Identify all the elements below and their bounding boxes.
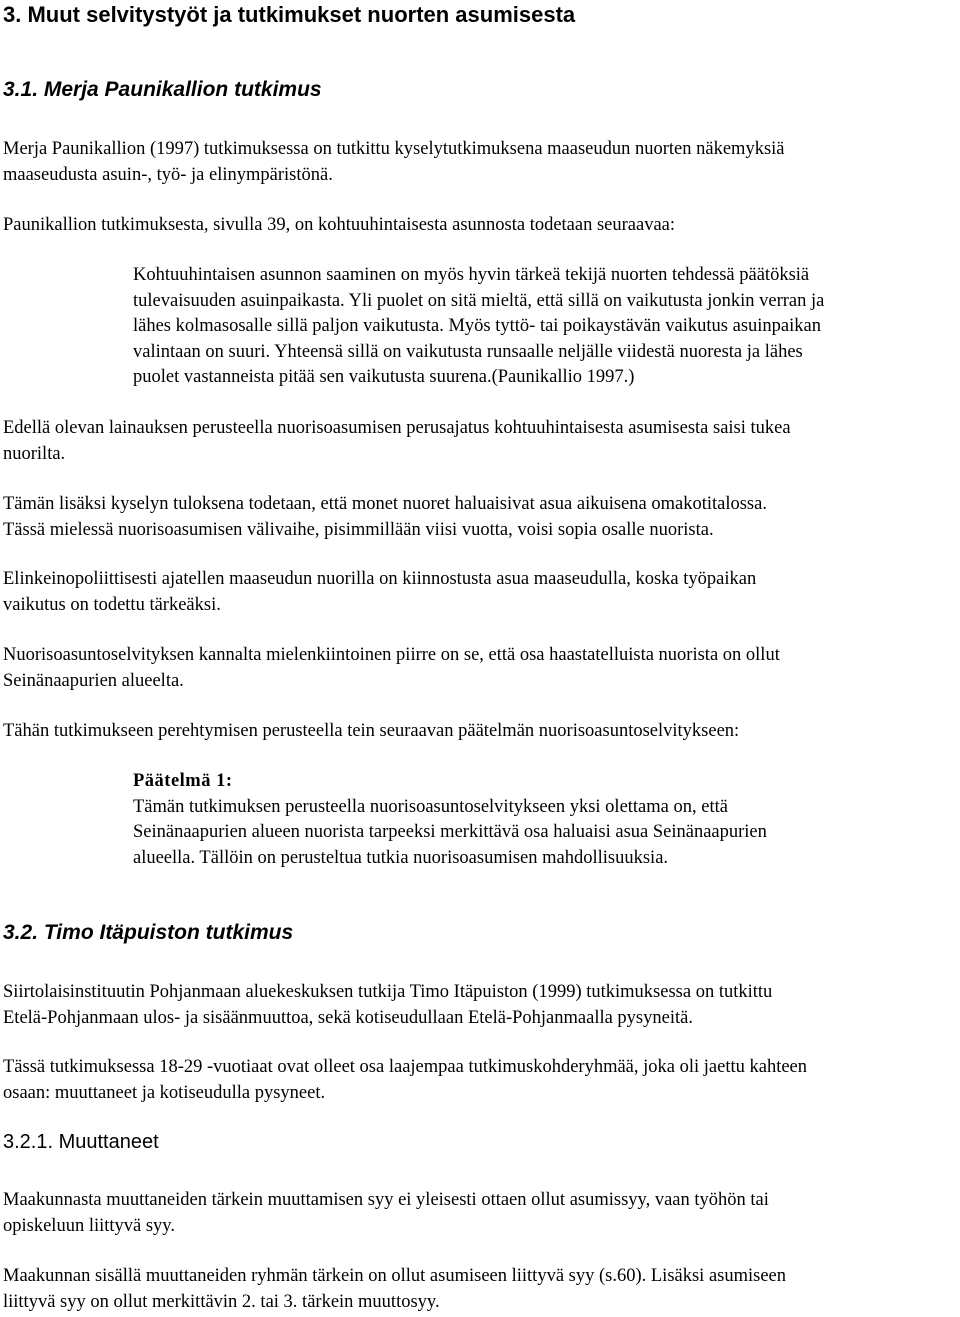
text-line: Elinkeinopoliittisesti ajatellen maaseudun nuorilla on kiinnostusta asua maaseudulla, koska työpaikan <box>3 569 757 589</box>
text-line: Etelä-Pohjanmaan ulos- ja sisäänmuuttoa, sekä kotiseudullaan Etelä-Pohjanmaalla pysyneitä. <box>3 1007 693 1028</box>
text-line: Edellä olevan lainauksen perusteella nuorisoasumisen perusajatus kohtuuhintaisesta asumisesta saisi tukea <box>3 418 791 438</box>
text-line: Maakunnan sisällä muuttaneiden ryhmän tärkein on ollut asumiseen liittyvä syy (s.60). Lisäksi asumiseen <box>3 1266 787 1286</box>
text-line: nuorilta. <box>3 443 66 464</box>
text-line: Tähän tutkimukseen perehtymisen perusteella tein seuraavan päätelmän nuorisoasuntoselvitykseen: <box>3 721 740 741</box>
subsection-heading-3-2-1: 3.2.1. Muuttaneet <box>3 1131 159 1153</box>
quote-line: lähes kolmasosalle sillä paljon vaikutusta. Myös tyttö- tai poikaystävän vaikutus asuinpaikan <box>133 316 821 336</box>
text-line: Nuorisoasuntoselvityksen kannalta mielenkiintoinen piirre on se, että osa haastatelluista nuorista on ollut <box>3 645 780 665</box>
text-line: Tämän lisäksi kyselyn tuloksena todetaan, että monet nuoret haluaisivat asua aikuisena omakotitalossa. <box>3 494 767 514</box>
paragraph-conclusion-intro <box>3 719 739 745</box>
text-line: Tässä tutkimuksessa 18-29 -vuotiaat ovat olleet osa laajempaa tutkimuskohderyhmää, joka oli jaettu kahteen <box>3 1057 808 1077</box>
quote-line: tulevaisuuden asuinpaikasta. Yli puolet on sitä mieltä, että sillä on vaikutusta jonkin verran ja <box>133 290 825 311</box>
block-quote <box>133 263 824 391</box>
conclusion-box <box>133 769 767 871</box>
section-heading-3-2: 3.2. Timo Itäpuiston tutkimus <box>3 921 294 944</box>
text-line: Paunikallion tutkimuksesta, sivulla 39, on kohtuuhintaisesta asunnosta todetaan seuraavaa: <box>3 215 676 235</box>
text-line: Maakunnasta muuttaneiden tärkein muuttamisen syy ei yleisesti ottaen ollut asumissyy, vaan työhön tai <box>3 1190 769 1210</box>
conclusion-line: Tämän tutkimuksen perusteella nuorisoasuntoselvitykseen yksi olettama on, että <box>133 796 728 817</box>
quote-line: Kohtuuhintaisen asunnon saaminen on myös hyvin tärkeä tekijä nuorten tehdessä päätöksiä <box>133 265 810 285</box>
paragraph-within <box>3 1264 786 1315</box>
text-line: maaseudusta asuin-, työ- ja elinympäristönä. <box>3 164 333 185</box>
text-line: Seinänaapurien alueelta. <box>3 670 184 691</box>
text-line: Tässä mielessä nuorisoasumisen välivaihe, pisimmillään viisi vuotta, voisi sopia osalle nuorista. <box>3 519 714 540</box>
paragraph-survey <box>3 492 767 543</box>
page-title: 3. Muut selvitystyöt ja tutkimukset nuorten asumisesta <box>3 2 576 27</box>
text-line: Merja Paunikallion (1997) tutkimuksessa on tutkittu kyselytutkimuksena maaseudun nuorten näkemyksiä <box>3 139 785 159</box>
text-line: liittyvä syy on ollut merkittävin 2. tai 3. tärkein muuttosyy. <box>3 1291 440 1312</box>
quote-line: valintaan on suuri. Yhteensä sillä on vaikutusta runsaalle neljälle viidestä nuoresta ja lähes <box>133 341 803 362</box>
paragraph-itapuisto-intro <box>3 980 772 1031</box>
paragraph-support <box>3 416 791 467</box>
section-heading-3-1: 3.1. Merja Paunikallion tutkimus <box>3 78 322 101</box>
conclusion-title: Päätelmä 1: <box>133 771 233 791</box>
paragraph-reference <box>3 213 675 239</box>
text-line: osaan: muuttaneet ja kotiseudulla pysyneet. <box>3 1082 326 1103</box>
conclusion-line: alueella. Tällöin on perusteltua tutkia nuorisoasumisen mahdollisuuksia. <box>133 847 669 868</box>
paragraph-groups <box>3 1055 807 1106</box>
conclusion-line: Seinänaapurien alueen nuorista tarpeeksi merkittävä osa haluaisi asua Seinänaapurien <box>133 822 767 842</box>
text-line: Siirtolaisinstituutin Pohjanmaan aluekeskuksen tutkija Timo Itäpuiston (1999) tutkimuksessa on tutkittu <box>3 982 773 1002</box>
paragraph-intro <box>3 137 785 188</box>
text-line: opiskeluun liittyvä syy. <box>3 1215 175 1236</box>
text-line: vaikutus on todettu tärkeäksi. <box>3 594 221 615</box>
paragraph-interest <box>3 643 780 694</box>
paragraph-economic <box>3 567 756 618</box>
paragraph-reason <box>3 1188 769 1239</box>
quote-line: puolet vastanneista pitää sen vaikutusta suurena.(Paunikallio 1997.) <box>133 367 635 387</box>
